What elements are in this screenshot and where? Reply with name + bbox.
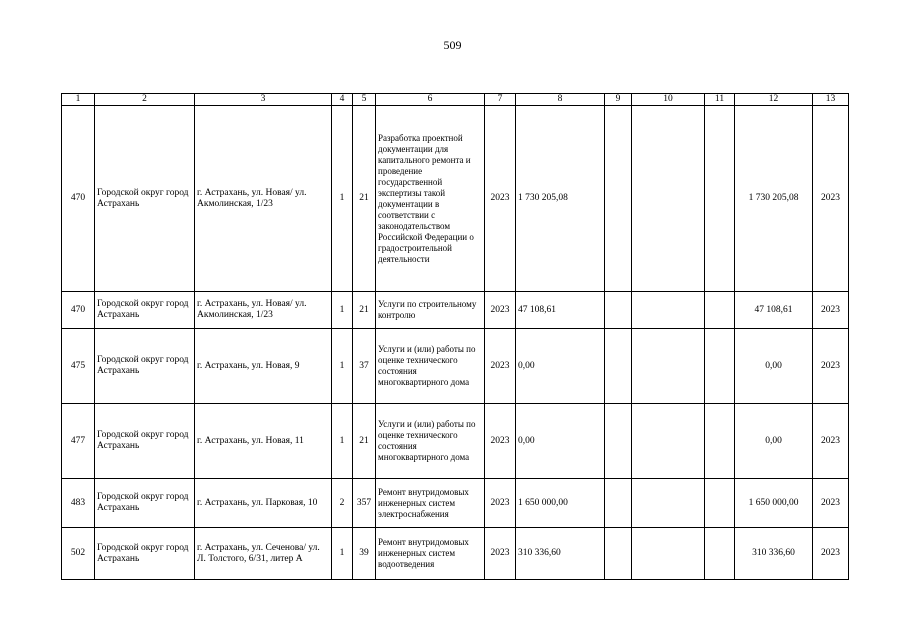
total-cost-cell: 47 108,61 [516,292,605,329]
col10-cell [632,479,705,528]
header-row [62,94,849,106]
year-cell: 2023 [485,404,516,479]
col11-cell [705,528,735,580]
col10-cell [632,329,705,404]
address-cell: г. Астрахань, ул. Парковая, 10 [195,479,332,528]
col11-cell [705,404,735,479]
work-type-cell: Разработка проектной документации для капитального ремонта и проведение государственной экспертизы такой документации в соответствии с законодательством Российской Федерации о градостроительной деятельности [376,106,485,292]
col11-cell [705,329,735,404]
row-number: 502 [62,528,95,580]
year-cell: 2023 [485,329,516,404]
row-number: 477 [62,404,95,479]
col-header-13: 13 [813,94,849,106]
work-type-cell: Услуги и (или) работы по оценке технического состояния многоквартирного дома [376,404,485,479]
col11-cell [705,292,735,329]
address-cell: г. Астрахань, ул. Новая, 9 [195,329,332,404]
col12-cell: 0,00 [735,404,813,479]
col10-cell [632,292,705,329]
municipality-cell: Городской округ город Астрахань [95,106,195,292]
work-type-cell: Услуги и (или) работы по оценке технического состояния многоквартирного дома [376,329,485,404]
col13-cell: 2023 [813,106,849,292]
col-header-9: 9 [605,94,632,106]
col4-cell: 1 [332,528,353,580]
col-header-11: 11 [705,94,735,106]
col12-cell: 0,00 [735,329,813,404]
table-row [62,404,849,479]
municipality-cell: Городской округ город Астрахань [95,404,195,479]
col12-cell: 47 108,61 [735,292,813,329]
col13-cell: 2023 [813,292,849,329]
work-type-cell: Услуги по строительному контролю [376,292,485,329]
col13-cell: 2023 [813,479,849,528]
col12-cell: 1 650 000,00 [735,479,813,528]
page-number: 509 [443,38,462,52]
col-header-10: 10 [632,94,705,106]
col4-cell: 2 [332,479,353,528]
row-number: 475 [62,329,95,404]
year-cell: 2023 [485,106,516,292]
col5-cell: 357 [353,479,376,528]
row-number: 470 [62,292,95,329]
col4-cell: 1 [332,292,353,329]
col9-cell [605,404,632,479]
col-header-8: 8 [516,94,605,106]
col5-cell: 21 [353,106,376,292]
col9-cell [605,292,632,329]
col12-cell: 1 730 205,08 [735,106,813,292]
col-header-7: 7 [485,94,516,106]
col11-cell [705,479,735,528]
col13-cell: 2023 [813,528,849,580]
col9-cell [605,479,632,528]
row-number: 483 [62,479,95,528]
total-cost-cell: 310 336,60 [516,528,605,580]
col10-cell [632,404,705,479]
col10-cell [632,528,705,580]
col5-cell: 39 [353,528,376,580]
work-type-cell: Ремонт внутридомовых инженерных систем электроснабжения [376,479,485,528]
address-cell: г. Астрахань, ул. Новая/ ул. Акмолинская, 1/23 [195,292,332,329]
col10-cell [632,106,705,292]
col-header-5: 5 [353,94,376,106]
table-row [62,528,849,580]
year-cell: 2023 [485,479,516,528]
total-cost-cell: 0,00 [516,404,605,479]
col-header-4: 4 [332,94,353,106]
total-cost-cell: 0,00 [516,329,605,404]
address-cell: г. Астрахань, ул. Новая/ ул. Акмолинская, 1/23 [195,106,332,292]
col5-cell: 21 [353,292,376,329]
col9-cell [605,329,632,404]
address-cell: г. Астрахань, ул. Сеченова/ ул. Л. Толстого, 6/31, литер А [195,528,332,580]
municipality-cell: Городской округ город Астрахань [95,528,195,580]
table-row [62,106,849,292]
col4-cell: 1 [332,404,353,479]
total-cost-cell: 1 650 000,00 [516,479,605,528]
col9-cell [605,106,632,292]
col13-cell: 2023 [813,329,849,404]
total-cost-cell: 1 730 205,08 [516,106,605,292]
col4-cell: 1 [332,329,353,404]
col-header-1: 1 [62,94,95,106]
address-cell: г. Астрахань, ул. Новая, 11 [195,404,332,479]
table-row [62,479,849,528]
col5-cell: 37 [353,329,376,404]
table-row [62,292,849,329]
col9-cell [605,528,632,580]
col-header-2: 2 [95,94,195,106]
col4-cell: 1 [332,106,353,292]
col12-cell: 310 336,60 [735,528,813,580]
program-table [61,93,849,580]
year-cell: 2023 [485,292,516,329]
col11-cell [705,106,735,292]
municipality-cell: Городской округ город Астрахань [95,292,195,329]
col5-cell: 21 [353,404,376,479]
municipality-cell: Городской округ город Астрахань [95,479,195,528]
year-cell: 2023 [485,528,516,580]
municipality-cell: Городской округ город Астрахань [95,329,195,404]
col-header-6: 6 [376,94,485,106]
table-row [62,329,849,404]
work-type-cell: Ремонт внутридомовых инженерных систем водоотведения [376,528,485,580]
col13-cell: 2023 [813,404,849,479]
row-number: 470 [62,106,95,292]
col-header-3: 3 [195,94,332,106]
col-header-12: 12 [735,94,813,106]
